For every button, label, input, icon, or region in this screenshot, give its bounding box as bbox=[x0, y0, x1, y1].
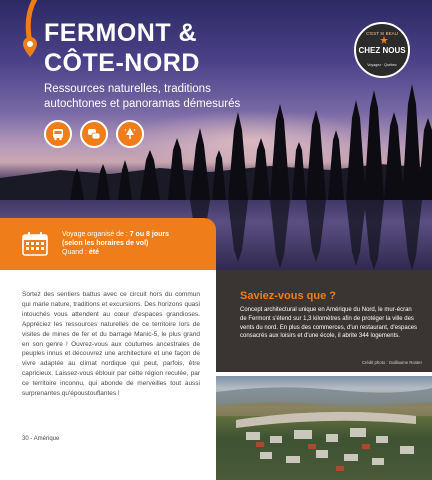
trip-season-line bbox=[62, 248, 169, 257]
trip-info-bar bbox=[0, 218, 216, 270]
photo-credit: Crédit photo : Guillaume Roster bbox=[361, 360, 422, 365]
page-number: 30 - Amérique bbox=[22, 436, 60, 442]
badge-title: CHEZ NOUS bbox=[358, 46, 406, 55]
maple-leaf-icon bbox=[380, 36, 388, 44]
did-you-know-text: Concept architectural unique en Amérique du Nord, le mur-écran de Fermont s'étend sur 1,3 kilomètres afin de protéger la ville des vents du nord. En plus des commerces, d'un restaurant, d'espaces consacrés aux loisirs et d'une école, il abrite 344 logements. bbox=[240, 307, 418, 340]
trip-duration-value: 7 ou 8 jours bbox=[129, 231, 170, 238]
bus-icon bbox=[44, 120, 72, 148]
calendar-icon bbox=[22, 232, 48, 256]
trip-duration-line bbox=[62, 230, 169, 239]
chez-nous-badge bbox=[354, 22, 410, 78]
main-description: Sortez des sentiers battus avec ce circuit hors du commun qui marie nature, traditions et excursions. Des horizons quasi intouchés vous attendent au cœur d'espaces grandioses. Appréciez les ressources naturelles de ce territoire lors de visites de mines de fer et du barrage Manic-5, le plus grand en son genre ! Ouvrez-vous aux coutumes ancestrales de peuples innus et découvrez une architecture et une façon de vivre adaptée au climat nordique qui peut, parfois, être capricieux. Laissez-vous éblouir par cette région reculée, par ce territoire inconnu, qui abonde de merveilles tout aussi surprenantes qu'époustouflantes ! bbox=[22, 291, 200, 398]
trip-schedule-note: (selon les horaires de vol) bbox=[62, 240, 149, 247]
trip-season-value: été bbox=[88, 249, 99, 256]
title-line-2: CÔTE-NORD bbox=[44, 49, 200, 77]
trip-season-label: Quand : bbox=[62, 249, 89, 256]
theme-icons bbox=[44, 120, 144, 148]
chat-icon bbox=[80, 120, 108, 148]
page-title bbox=[44, 18, 200, 78]
forest-icon bbox=[116, 120, 144, 148]
trip-info-text bbox=[62, 230, 169, 257]
did-you-know-heading: Saviez-vous que ? bbox=[240, 290, 336, 302]
fermont-town-photo bbox=[216, 376, 432, 480]
title-line-1: FERMONT & bbox=[44, 19, 198, 47]
badge-tagline: C'EST SI BEAU bbox=[366, 31, 398, 36]
trip-duration-label: Voyage organisé de : bbox=[62, 231, 130, 238]
did-you-know-box bbox=[216, 270, 432, 372]
location-pin-icon bbox=[22, 36, 38, 58]
page-subtitle: Ressources naturelles, traditions autochtones et panoramas démesurés bbox=[44, 83, 241, 110]
badge-subline: Voyagez · Québec bbox=[367, 63, 397, 67]
